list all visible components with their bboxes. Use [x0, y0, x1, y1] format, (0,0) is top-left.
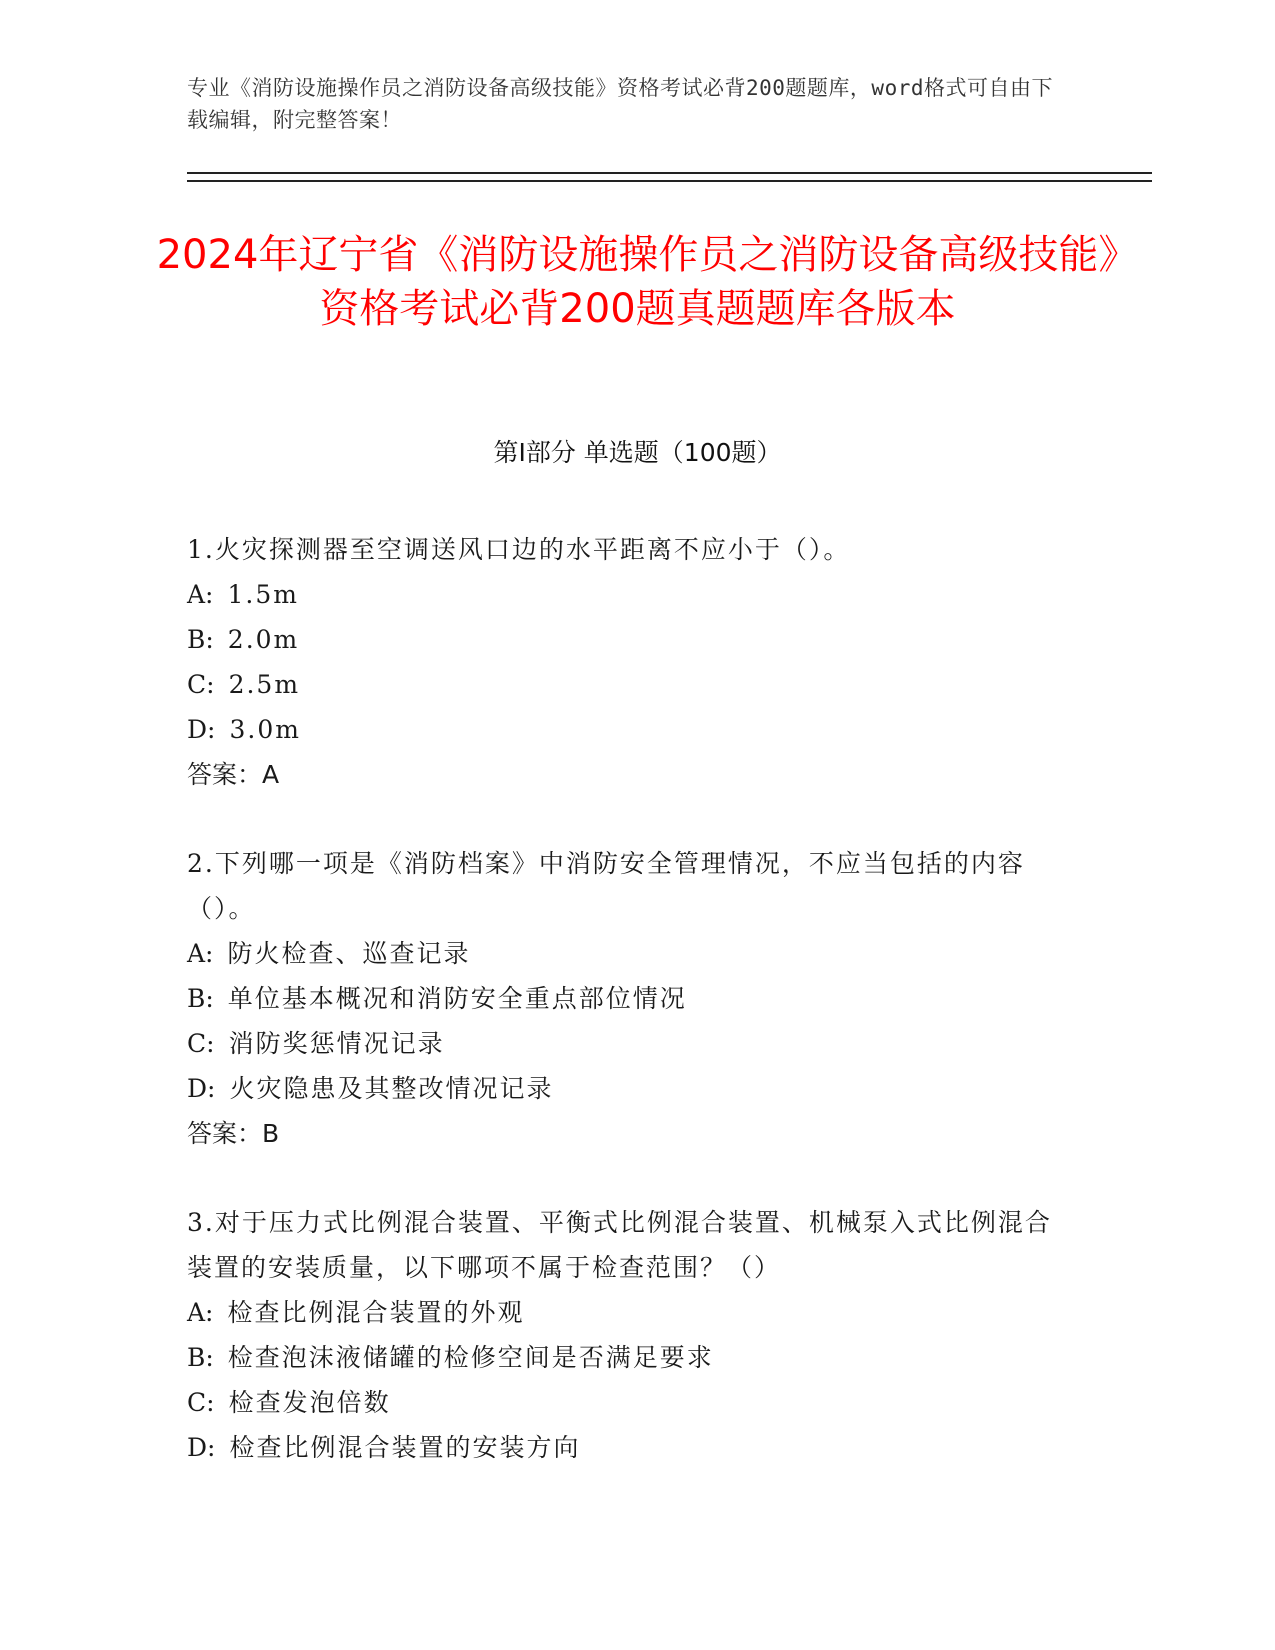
- option-text: 防火检查、巡查记录: [227, 939, 471, 968]
- option-text: 检查发泡倍数: [228, 1388, 391, 1417]
- option-d: [187, 707, 1067, 752]
- option-b: [187, 976, 1067, 1021]
- option-key: D:: [187, 715, 216, 744]
- question-stem: 3.对于压力式比例混合装置、平衡式比例混合装置、机械泵入式比例混合装置的安装质量，以下哪项不属于检查范围？（）: [187, 1208, 1052, 1282]
- option-a: [187, 931, 1067, 976]
- option-text: 检查比例混合装置的外观: [227, 1298, 525, 1327]
- option-key: B:: [187, 625, 214, 654]
- option-text: 检查泡沫液储罐的检修空间是否满足要求: [227, 1343, 714, 1372]
- option-key: C:: [187, 1029, 215, 1058]
- option-key: B:: [187, 1343, 214, 1372]
- option-key: C:: [187, 670, 215, 699]
- option-c: [187, 1021, 1067, 1066]
- question-list: [187, 527, 1067, 1514]
- header-note: 专业《消防设施操作员之消防设备高级技能》资格考试必背200题题库，word格式可自由下载编辑，附完整答案！: [187, 76, 1053, 132]
- question-2: [187, 841, 1067, 1156]
- option-key: A:: [187, 939, 214, 968]
- question-1: [187, 527, 1067, 797]
- option-b: [187, 1335, 1067, 1380]
- option-text: 2.0m: [227, 625, 300, 654]
- question-3: [187, 1200, 1067, 1470]
- option-d: [187, 1066, 1067, 1111]
- option-key: C:: [187, 1388, 215, 1417]
- option-key: A:: [187, 1298, 214, 1327]
- option-key: B:: [187, 984, 214, 1013]
- option-text: 2.5m: [228, 670, 301, 699]
- option-a: [187, 1290, 1067, 1335]
- option-text: 检查比例混合装置的安装方向: [229, 1433, 581, 1462]
- option-c: [187, 662, 1067, 707]
- option-key: D:: [187, 1433, 216, 1462]
- document-title: 2024年辽宁省《消防设施操作员之消防设备高级技能》资格考试必背200题真题题库各版本: [156, 232, 1119, 332]
- option-a: [187, 572, 1067, 617]
- option-text: 3.0m: [229, 715, 301, 744]
- option-key: D:: [187, 1074, 216, 1103]
- option-text: 火灾隐患及其整改情况记录: [229, 1074, 554, 1103]
- question-stem: 2.下列哪一项是《消防档案》中消防安全管理情况，不应当包括的内容（）。: [187, 849, 1025, 923]
- option-b: [187, 617, 1067, 662]
- option-text: 消防奖惩情况记录: [228, 1029, 445, 1058]
- option-text: 单位基本概况和消防安全重点部位情况: [227, 984, 687, 1013]
- section-title: 第I部分 单选题（100题）: [493, 438, 782, 467]
- option-c: [187, 1380, 1067, 1425]
- option-text: 1.5m: [227, 580, 299, 609]
- header-rule-bottom: [187, 180, 1152, 182]
- option-key: A:: [187, 580, 214, 609]
- answer: 答案：A: [187, 760, 280, 789]
- header-rule-top: [187, 172, 1152, 174]
- answer: 答案：B: [187, 1119, 280, 1148]
- question-stem: 1.火灾探测器至空调送风口边的水平距离不应小于（）。: [187, 535, 851, 564]
- option-d: [187, 1425, 1067, 1470]
